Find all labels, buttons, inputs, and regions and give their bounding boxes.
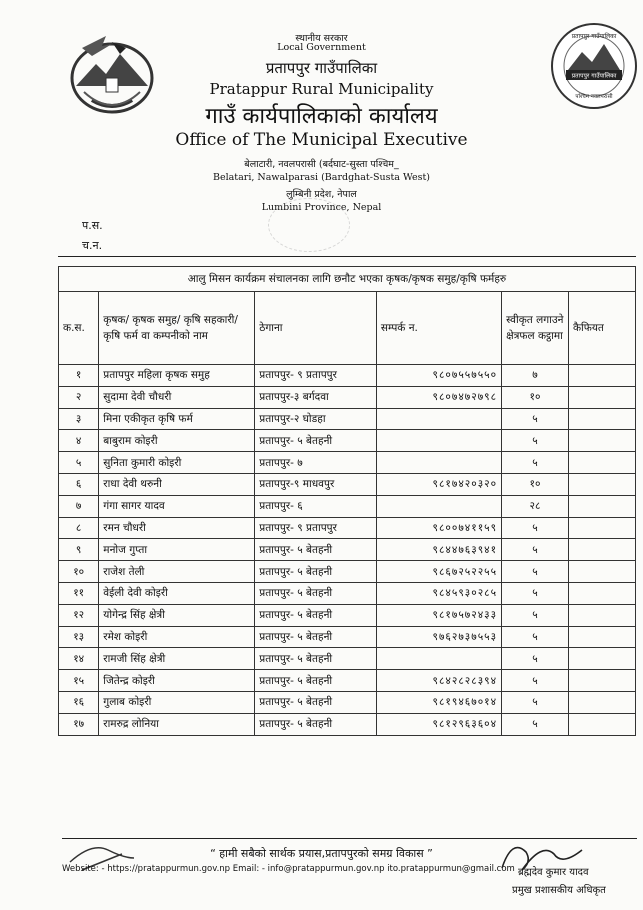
cell-area: ५ [502, 561, 569, 583]
cell-name: रामरुद्र लोनिया [99, 713, 255, 735]
cell-sn: १५ [59, 670, 99, 692]
table-caption: आलु मिसन कार्यक्रम संचालनका लागि छनौट भएका कृषक/कृषक समुह/कृषि फर्महरु [59, 267, 636, 292]
cell-area: १० [502, 386, 569, 408]
cell-remarks [568, 626, 635, 648]
cell-address: प्रतापपुर- ५ बेतहनी [255, 691, 377, 713]
col-area-header: स्वीकृत लगाउने क्षेत्रफल कट्ठामा [502, 292, 569, 365]
cell-address: प्रतापपुर- ७ [255, 452, 377, 474]
cell-area: ५ [502, 626, 569, 648]
gov-en: Local Government [277, 42, 366, 53]
cell-phone: ९८०७५५७५५० [376, 365, 501, 387]
table-row [59, 473, 636, 495]
cell-remarks [568, 386, 635, 408]
cell-phone: ९८१७४२०३२० [376, 473, 501, 495]
cell-sn: ६ [59, 473, 99, 495]
cell-address: प्रतापपुर-३ बर्गदवा [255, 386, 377, 408]
table-row [59, 691, 636, 713]
cell-address: प्रतापपुर- ५ बेतहनी [255, 582, 377, 604]
signatory-name: ब्रह्मदेव कुमार यादव [518, 867, 589, 878]
cell-remarks [568, 495, 635, 517]
table-row [59, 604, 636, 626]
cell-sn: ९ [59, 539, 99, 561]
cell-sn: ५ [59, 452, 99, 474]
cell-phone: ९८४५९३०२८५ [376, 582, 501, 604]
cell-remarks [568, 430, 635, 452]
cell-address: प्रतापपुर-९ माधवपुर [255, 473, 377, 495]
col-address-header: ठेगाना [255, 292, 377, 365]
table-row [59, 561, 636, 583]
cell-area: ५ [502, 604, 569, 626]
cell-address: प्रतापपुर- ५ बेतहनी [255, 626, 377, 648]
office-en: Office of The Municipal Executive [175, 130, 468, 150]
cell-remarks [568, 582, 635, 604]
cell-address: प्रतापपुर- ५ बेतहनी [255, 561, 377, 583]
cell-sn: ११ [59, 582, 99, 604]
cell-address: प्रतापपुर- ५ बेतहनी [255, 430, 377, 452]
province-np: लुम्बिनी प्रदेश, नेपाल [286, 189, 357, 200]
cell-phone: ९८०७४७२७९८ [376, 386, 501, 408]
cell-sn: १२ [59, 604, 99, 626]
cell-area: ५ [502, 408, 569, 430]
cell-sn: ३ [59, 408, 99, 430]
cell-name: प्रतापपुर महिला कृषक समुह [99, 365, 255, 387]
cell-remarks [568, 517, 635, 539]
cell-address: प्रतापपुर- ५ बेतहनी [255, 713, 377, 735]
cell-area: ५ [502, 648, 569, 670]
table-row [59, 648, 636, 670]
cell-area: ५ [502, 670, 569, 692]
cell-address: प्रतापपुर- ५ बेतहनी [255, 604, 377, 626]
signatory-title: प्रमुख प्रशासकीय अधिकृत [512, 885, 606, 896]
cell-sn: ७ [59, 495, 99, 517]
table-row [59, 517, 636, 539]
cell-name: जितेन्द्र कोइरी [99, 670, 255, 692]
cell-area: ५ [502, 539, 569, 561]
table-row [59, 430, 636, 452]
office-stamp [268, 198, 350, 252]
cell-phone: ९८१७५७२४३३ [376, 604, 501, 626]
address-np: बेलाटारी, नवलपरासी (बर्दघाट-सुस्ता पश्चिम_ [244, 159, 399, 170]
seal-bottom-text: पश्चिम नवलपरासी [575, 94, 613, 100]
cell-name: सुदामा देवी चौधरी [99, 386, 255, 408]
table-row [59, 495, 636, 517]
cell-phone: ९८४४७६३९४१ [376, 539, 501, 561]
cell-area: ५ [502, 713, 569, 735]
cell-phone: ९८६७२५२२५५ [376, 561, 501, 583]
table-row [59, 386, 636, 408]
ref-cn-label: च.न. [82, 239, 103, 252]
cell-phone: ९७६२७३७५५३ [376, 626, 501, 648]
cell-area: ५ [502, 582, 569, 604]
cell-address: प्रतापपुर- ५ बेतहनी [255, 539, 377, 561]
cell-area: ५ [502, 430, 569, 452]
gov-np: स्थानीय सरकार [295, 33, 348, 44]
table-row [59, 582, 636, 604]
cell-name: वेईली देवी कोइरी [99, 582, 255, 604]
cell-area: २८ [502, 495, 569, 517]
cell-area: ७ [502, 365, 569, 387]
cell-sn: १ [59, 365, 99, 387]
cell-sn: ४ [59, 430, 99, 452]
selected-farmers-table [58, 266, 636, 736]
table-row [59, 539, 636, 561]
seal-ring-text: प्रतापपुर गाउँपालिका [571, 33, 617, 40]
cell-phone [376, 452, 501, 474]
cell-phone: ९८४२८२८३९४ [376, 670, 501, 692]
cell-sn: १४ [59, 648, 99, 670]
cell-address: प्रतापपुर- ९ प्रतापपुर [255, 517, 377, 539]
seal-label: प्रतापपुर गाउँपालिका [571, 72, 617, 80]
cell-sn: १३ [59, 626, 99, 648]
cell-name: सुनिता कुमारी कोइरी [99, 452, 255, 474]
address-en: Belatari, Nawalparasi (Bardghat-Susta West) [213, 172, 430, 183]
cell-name: मनोज गुप्ता [99, 539, 255, 561]
cell-name: रामजी सिंह क्षेत्री [99, 648, 255, 670]
table-row [59, 713, 636, 735]
cell-remarks [568, 473, 635, 495]
header-divider [58, 256, 636, 257]
cell-name: योगेन्द्र सिंह क्षेत्री [99, 604, 255, 626]
cell-address: प्रतापपुर- ९ प्रतापपुर [255, 365, 377, 387]
table-row [59, 408, 636, 430]
cell-remarks [568, 452, 635, 474]
cell-remarks [568, 365, 635, 387]
cell-sn: १६ [59, 691, 99, 713]
table-row [59, 626, 636, 648]
cell-phone [376, 430, 501, 452]
cell-phone: ९८१२९६३६०४ [376, 713, 501, 735]
cell-phone [376, 648, 501, 670]
cell-name: रमेश कोइरी [99, 626, 255, 648]
cell-sn: १० [59, 561, 99, 583]
cell-name: बाबुराम कोइरी [99, 430, 255, 452]
footer-slogan: “ हामी सबैको सार्थक प्रयास,प्रतापपुरको समग्र विकास ” [210, 847, 433, 860]
cell-name: गंगा सागर यादव [99, 495, 255, 517]
cell-area: १० [502, 473, 569, 495]
cell-area: ५ [502, 452, 569, 474]
col-remarks-header: कैफियत [568, 292, 635, 365]
cell-sn: १७ [59, 713, 99, 735]
cell-remarks [568, 561, 635, 583]
cell-remarks [568, 670, 635, 692]
cell-address: प्रतापपुर- ५ बेतहनी [255, 648, 377, 670]
cell-phone [376, 495, 501, 517]
office-np: गाउँ कार्यपालिकाको कार्यालय [205, 104, 438, 129]
cell-sn: २ [59, 386, 99, 408]
cell-remarks [568, 604, 635, 626]
table-row [59, 365, 636, 387]
cell-remarks [568, 648, 635, 670]
col-sn-header: क.स. [59, 292, 99, 365]
cell-name: रमन चौधरी [99, 517, 255, 539]
table-row [59, 452, 636, 474]
table-body [59, 365, 636, 736]
table-row [59, 670, 636, 692]
footer-contact: Website: - https://pratappurmun.gov.np Email: - info@pratappurmun.gov.np ito.pratappurmun@gmail.com [62, 864, 515, 874]
cell-remarks [568, 408, 635, 430]
cell-area: ५ [502, 691, 569, 713]
cell-name: राजेश तेली [99, 561, 255, 583]
cell-name: मिना एकीकृत कृषि फर्म [99, 408, 255, 430]
municipality-en: Pratappur Rural Municipality [209, 80, 434, 98]
col-name-header: कृषक/ कृषक समुह/ कृषि सहकारी/ कृषि फर्म वा कम्पनीको नाम [99, 292, 255, 365]
cell-address: प्रतापपुर- ५ बेतहनी [255, 670, 377, 692]
cell-sn: ८ [59, 517, 99, 539]
cell-remarks [568, 691, 635, 713]
cell-area: ५ [502, 517, 569, 539]
cell-phone [376, 408, 501, 430]
cell-phone: ९८००७४११५९ [376, 517, 501, 539]
cell-address: प्रतापपुर- ६ [255, 495, 377, 517]
cell-remarks [568, 539, 635, 561]
province-en: Lumbini Province, Nepal [261, 202, 382, 213]
table-header-row [59, 292, 636, 365]
col-phone-header: सम्पर्क न. [376, 292, 501, 365]
cell-name: गुलाब कोइरी [99, 691, 255, 713]
ref-ps-label: प.स. [82, 219, 103, 232]
cell-phone: ९८१९४६७०१४ [376, 691, 501, 713]
cell-remarks [568, 713, 635, 735]
cell-address: प्रतापपुर-२ घोडहा [255, 408, 377, 430]
cell-name: राधा देवी थरुनी [99, 473, 255, 495]
municipality-np: प्रतापपुर गाउँपालिका [265, 59, 378, 77]
